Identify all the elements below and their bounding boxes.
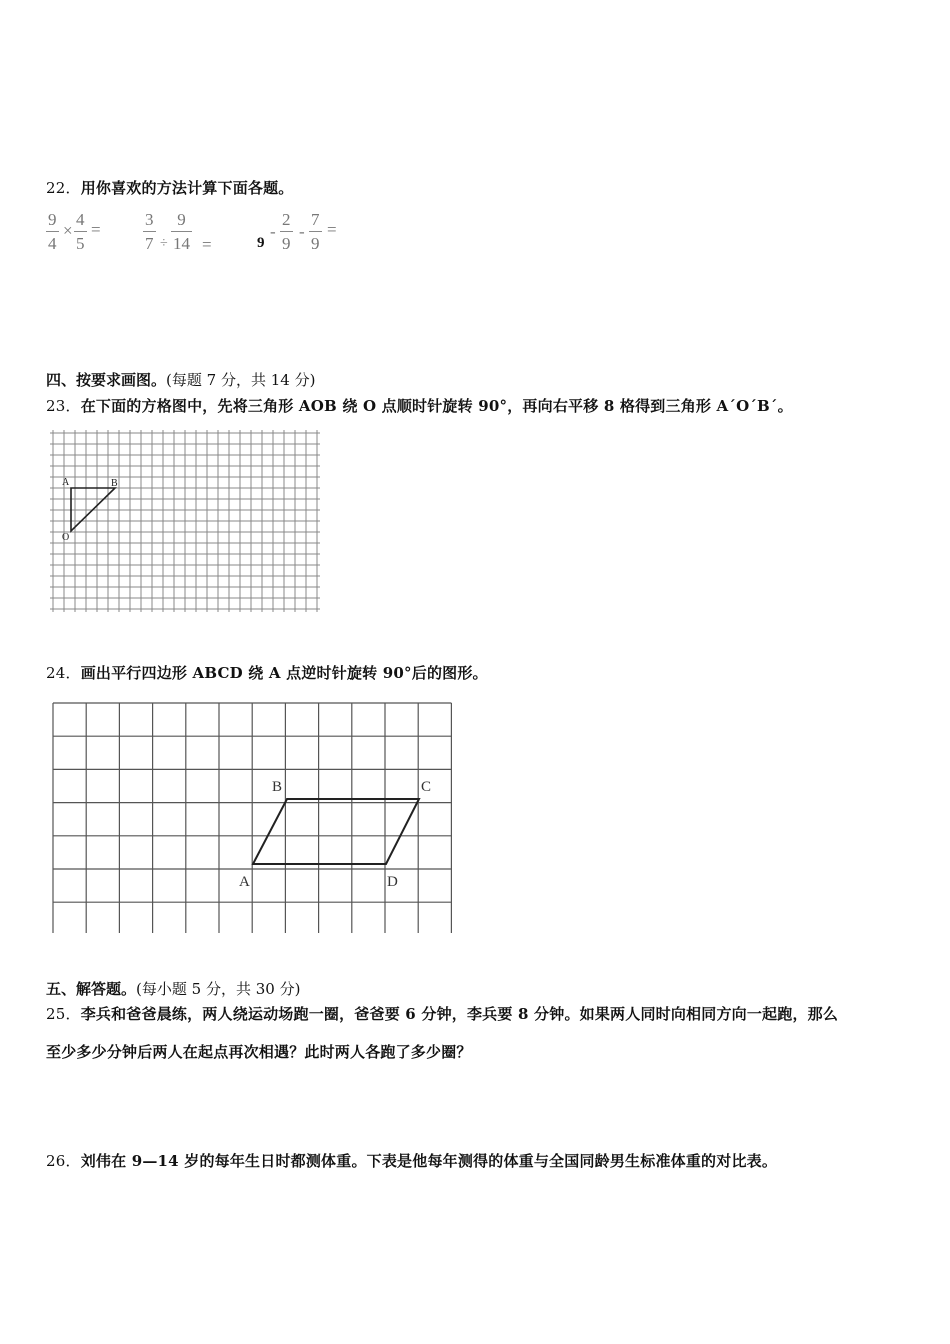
label-a: A (62, 477, 70, 488)
question-text: 在下面的方格图中，先将三角形 AOB 绕 O 点顺时针旋转 90°，再向右平移 8 格得到三角形 A´O´B´。 (80, 397, 793, 415)
section-title: 四、按要求画图。 (46, 371, 167, 389)
equals-sign: = (327, 220, 337, 239)
section-heading-5 (46, 978, 300, 999)
question-24 (46, 662, 488, 683)
denominator: 7 (145, 234, 154, 253)
equals-sign: = (202, 235, 212, 254)
fraction (143, 211, 156, 252)
question-26 (46, 1150, 777, 1171)
fraction (309, 211, 322, 252)
fraction (171, 211, 192, 252)
denominator: 14 (173, 234, 190, 253)
minus-sign: - (299, 222, 305, 241)
denominator: 4 (48, 234, 57, 253)
grid-lines (53, 703, 451, 933)
section-note: (每小题 5 分，共 30 分) (136, 980, 301, 998)
fraction (74, 211, 87, 252)
question-25 (46, 1003, 838, 1024)
denominator: 9 (282, 234, 291, 253)
grid-lines (50, 430, 320, 612)
label-b: B (111, 478, 118, 489)
square-grid-2 (50, 700, 456, 933)
question-number: 23． (46, 397, 81, 415)
label-o: O (62, 532, 70, 543)
question-text: 刘伟在 9—14 岁的每年生日时都测体重。下表是他每年测得的体重与全国同龄男生标准体重的对比表。 (80, 1152, 778, 1170)
whole-number: 9 (257, 235, 265, 251)
label-a: A (239, 874, 250, 890)
question-text: 画出平行四边形 ABCD 绕 A 点逆时针旋转 90°后的图形。 (80, 664, 488, 682)
fraction (280, 211, 293, 252)
question-text: 用你喜欢的方法计算下面各题。 (80, 179, 294, 197)
label-c: C (421, 779, 432, 795)
divide-sign: ÷ (160, 236, 168, 251)
numerator: 3 (145, 210, 154, 229)
denominator: 5 (76, 234, 85, 253)
equals-sign: = (91, 220, 101, 239)
section-title: 五、解答题。 (46, 980, 137, 998)
fraction (46, 211, 59, 252)
numerator: 4 (76, 210, 85, 229)
question-25-continued (46, 1041, 472, 1062)
numerator: 2 (282, 210, 291, 229)
section-note: (每题 7 分，共 14 分) (166, 371, 316, 389)
numerator: 7 (311, 210, 320, 229)
section-heading-4 (46, 369, 315, 390)
question-22 (46, 177, 294, 198)
label-d: D (387, 874, 398, 890)
minus-sign: - (270, 222, 276, 241)
label-b: B (272, 779, 283, 795)
question-text-line-1: 李兵和爸爸晨练，两人绕运动场跑一圈，爸爸要 6 分钟，李兵要 8 分钟。如果两人同时向相同方向一起跑，那么 (80, 1005, 839, 1023)
denominator: 9 (311, 234, 320, 253)
numerator: 9 (177, 210, 186, 229)
question-text-line-2: 至少多少分钟后两人在起点再次相遇？此时两人各跑了多少圈？ (46, 1043, 472, 1061)
question-23 (46, 395, 793, 416)
question-number: 24． (46, 664, 81, 682)
times-sign: × (63, 221, 73, 240)
numerator: 9 (48, 210, 57, 229)
question-number: 26． (46, 1152, 81, 1170)
parallelogram-abcd (253, 799, 419, 864)
question-number: 22． (46, 179, 81, 197)
square-grid-1 (48, 428, 324, 620)
question-number: 25． (46, 1005, 81, 1023)
